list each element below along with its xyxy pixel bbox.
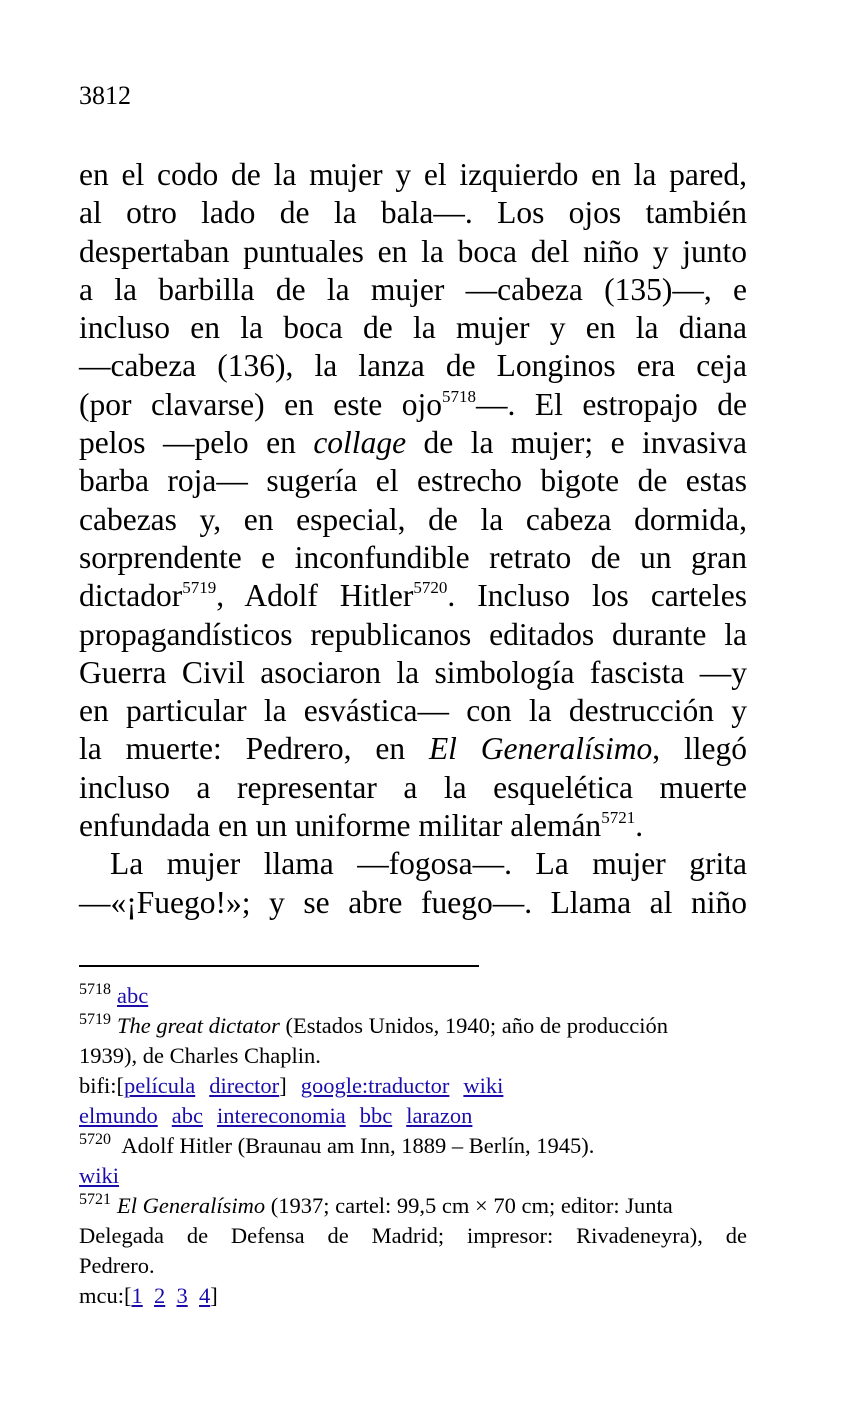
text-segment: (por clavarse) en este ojo xyxy=(79,386,442,422)
link-intereconomia[interactable]: intereconomia xyxy=(216,1103,346,1128)
link-mcu-2[interactable]: 2 xyxy=(153,1283,166,1308)
link-mcu-4[interactable]: 4 xyxy=(198,1283,211,1308)
link-abc[interactable]: abc xyxy=(117,983,149,1008)
link-pelicula[interactable]: película xyxy=(124,1073,196,1098)
footnote-ref-5718[interactable]: 5718 xyxy=(442,386,476,406)
text-segment: —. El estropajo de xyxy=(476,386,747,422)
body-line: despertaban puntuales en la boca del niño y junto xyxy=(79,233,747,269)
footnote-5719 xyxy=(79,1011,747,1041)
footnote-ref-5721[interactable]: 5721 xyxy=(601,808,636,828)
body-line: a la barbilla de la mujer —cabeza (135)—, e xyxy=(79,271,747,307)
footnote-5721 xyxy=(79,1191,747,1221)
text-segment: dictador xyxy=(79,578,183,614)
text-segment: , llegó xyxy=(652,731,747,767)
footnote-number: 5721 xyxy=(79,1191,111,1208)
body-line: incluso en la boca de la mujer y en la diana xyxy=(79,310,747,346)
body-line xyxy=(79,730,747,768)
body-text xyxy=(79,156,747,922)
body-line: barba roja— sugería el estrecho bigote de estas xyxy=(79,463,747,499)
footnote-text-line: Delegada de Defensa de Madrid; impresor: Rivadeneyra), de xyxy=(79,1223,747,1248)
link-wiki[interactable]: wiki xyxy=(463,1073,504,1098)
italic-term: collage xyxy=(313,425,407,461)
text-segment: enfundada en un uniforme militar alemán xyxy=(79,808,602,844)
text-segment: . Incluso los carteles xyxy=(447,578,747,614)
footnote-ref-5719[interactable]: 5719 xyxy=(182,578,217,598)
link-wiki[interactable]: wiki xyxy=(79,1163,120,1188)
footnote-text: Adolf Hitler (Braunau am Inn, 1889 – Berlín, 1945). xyxy=(117,1133,595,1158)
body-line: cabezas y, en especial, de la cabeza dormida, xyxy=(79,501,747,537)
link-mcu-1[interactable]: 1 xyxy=(131,1283,143,1308)
page-number: 3812 xyxy=(79,81,131,110)
footnote-text-line: 1939), de Charles Chaplin. xyxy=(79,1043,321,1068)
mcu-close: ] xyxy=(210,1283,218,1308)
text-segment: . xyxy=(635,808,644,844)
footnote-title: El Generalísimo xyxy=(117,1193,266,1218)
footnote-links-row xyxy=(79,1101,747,1131)
footnote-title: The great dictator xyxy=(117,1013,280,1038)
link-bbc[interactable]: bbc xyxy=(359,1103,393,1128)
text-segment: , Adolf Hitler xyxy=(216,578,414,614)
footnote-links-row xyxy=(79,1281,747,1311)
mcu-label: mcu:[ xyxy=(79,1283,132,1308)
body-line: La mujer llama —fogosa—. La mujer grita xyxy=(110,846,747,882)
body-line xyxy=(79,577,747,615)
text-segment: de la mujer; e invasiva xyxy=(406,425,747,461)
footnote-number: 5719 xyxy=(79,1011,111,1028)
body-line: en el codo de la mujer y el izquierdo en la pared, xyxy=(79,157,747,192)
link-google-traductor[interactable]: google:traductor xyxy=(300,1073,450,1098)
body-line: incluso a representar a la esquelética muerte xyxy=(79,769,747,805)
footnote-text-line: Pedrero. xyxy=(79,1253,155,1278)
footnotes xyxy=(79,981,747,1311)
footnote-text: (Estados Unidos, 1940; año de producción xyxy=(279,1013,668,1038)
bifi-close: ] xyxy=(279,1073,287,1098)
text-segment: pelos —pelo en xyxy=(79,425,314,461)
body-line: Guerra Civil asociaron la simbología fascista —y xyxy=(79,654,747,690)
body-line: —«¡Fuego!»; y se abre fuego—. Llama al niño xyxy=(79,884,747,920)
footnote-links-row xyxy=(79,1161,747,1191)
link-mcu-3[interactable]: 3 xyxy=(176,1283,188,1308)
italic-title: El Generalísimo xyxy=(428,731,653,767)
bifi-label: bifi:[ xyxy=(79,1073,124,1098)
body-line: —cabeza (136), la lanza de Longinos era ceja xyxy=(79,348,747,384)
link-director[interactable]: director xyxy=(209,1073,280,1098)
body-line: al otro lado de la bala—. Los ojos también xyxy=(79,195,747,231)
body-line: sorprendente e inconfundible retrato de un gran xyxy=(79,539,747,575)
footnote-text: (1937; cartel: 99,5 cm × 70 cm; editor: Junta xyxy=(265,1193,673,1218)
link-abc[interactable]: abc xyxy=(171,1103,203,1128)
body-line xyxy=(79,386,747,424)
link-larazon[interactable]: larazon xyxy=(406,1103,473,1128)
footnote-5720 xyxy=(79,1131,747,1161)
body-line: propagandísticos republicanos editados durante la xyxy=(79,616,747,652)
link-elmundo[interactable]: elmundo xyxy=(79,1103,158,1128)
body-line: en particular la esvástica— con la destrucción y xyxy=(79,693,747,729)
footnote-ref-5720[interactable]: 5720 xyxy=(413,578,448,598)
footnote-separator xyxy=(79,965,479,967)
body-line xyxy=(79,807,747,845)
text-segment: la muerte: Pedrero, en xyxy=(79,731,429,767)
footnote-number: 5718 xyxy=(79,981,111,998)
footnote-5718 xyxy=(79,981,747,1011)
footnote-links-row xyxy=(79,1071,747,1101)
footnote-number: 5720 xyxy=(79,1131,111,1148)
body-line xyxy=(79,424,747,462)
